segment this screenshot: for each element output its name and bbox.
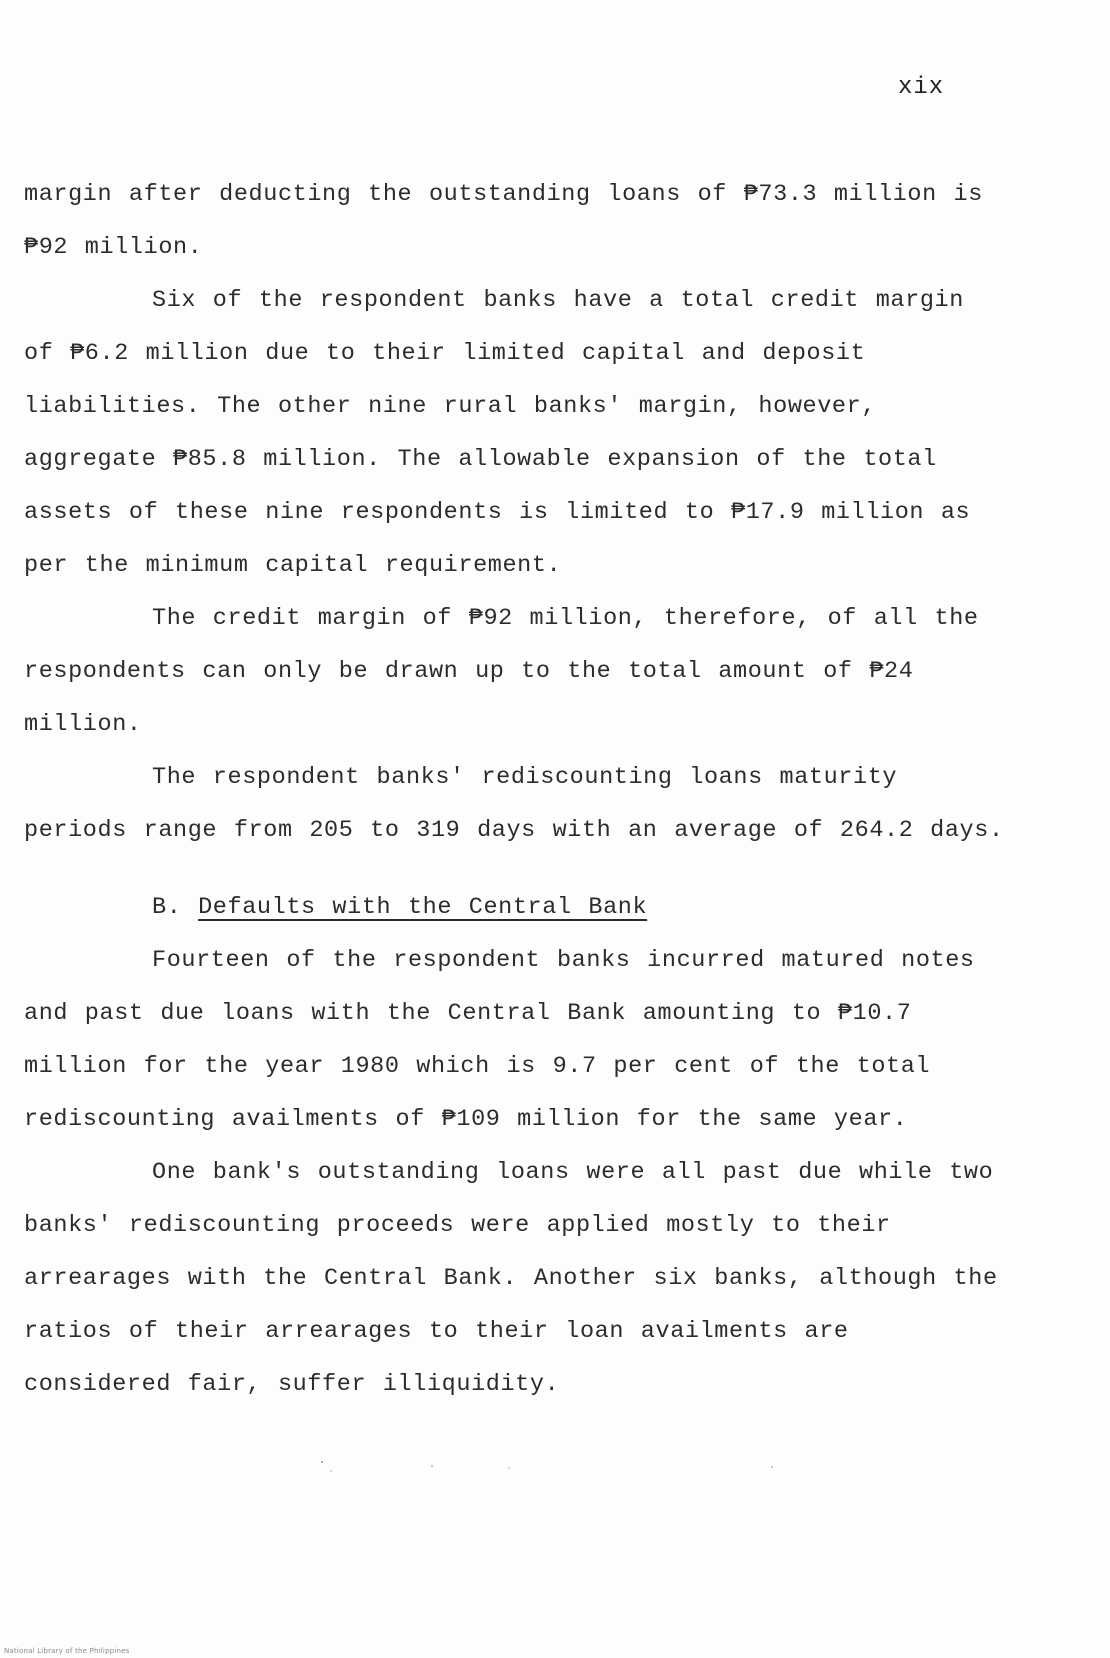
section-title: Defaults with the Central Bank (198, 894, 648, 921)
page-number: xix (898, 74, 945, 101)
paragraph-credit-margin-drawn: The credit margin of ₱92 million, therefore, of all the respondents can only be drawn up to the total amount of ₱24 million. (24, 605, 979, 738)
section-letter: B. (152, 894, 182, 921)
paragraph-past-due-loans: One bank's outstanding loans were all past due while two banks' rediscounting proceeds were applied mostly to their arrearages with the Central Bank. Another six banks, although the ratios of their arrearages to their loan availments are considered fair, suffer illiquidity. (24, 1159, 998, 1398)
scan-speck (330, 1470, 332, 1472)
paragraph-fourteen-banks: Fourteen of the respondent banks incurred matured notes and past due loans with the Central Bank amounting to ₱10.7 million for the year 1980 which is 9.7 per cent of the total rediscounting availments of ₱109 million for the same year. (24, 947, 975, 1133)
paragraph-six-banks: Six of the respondent banks have a total credit margin of ₱6.2 million due to their limited capital and deposit liabilities. The other nine rural banks' margin, however, aggregate ₱85.8 million. The allowable expansion of the total assets of these nine respondents is limited to ₱17.9 million as per the minimum capital requirement. (24, 287, 971, 579)
scan-speck (431, 1465, 433, 1467)
scan-speck (771, 1466, 773, 1468)
scan-footer: National Library of the Philippines (4, 1647, 130, 1655)
scan-speck (321, 1461, 323, 1463)
scan-speck (508, 1467, 510, 1469)
paragraph-credit-margin-continued: margin after deducting the outstanding loans of ₱73.3 million is ₱92 million. (24, 181, 983, 261)
paragraph-maturity-periods: The respondent banks' rediscounting loans maturity periods range from 205 to 319 days with an average of 264.2 days. (24, 764, 1004, 844)
